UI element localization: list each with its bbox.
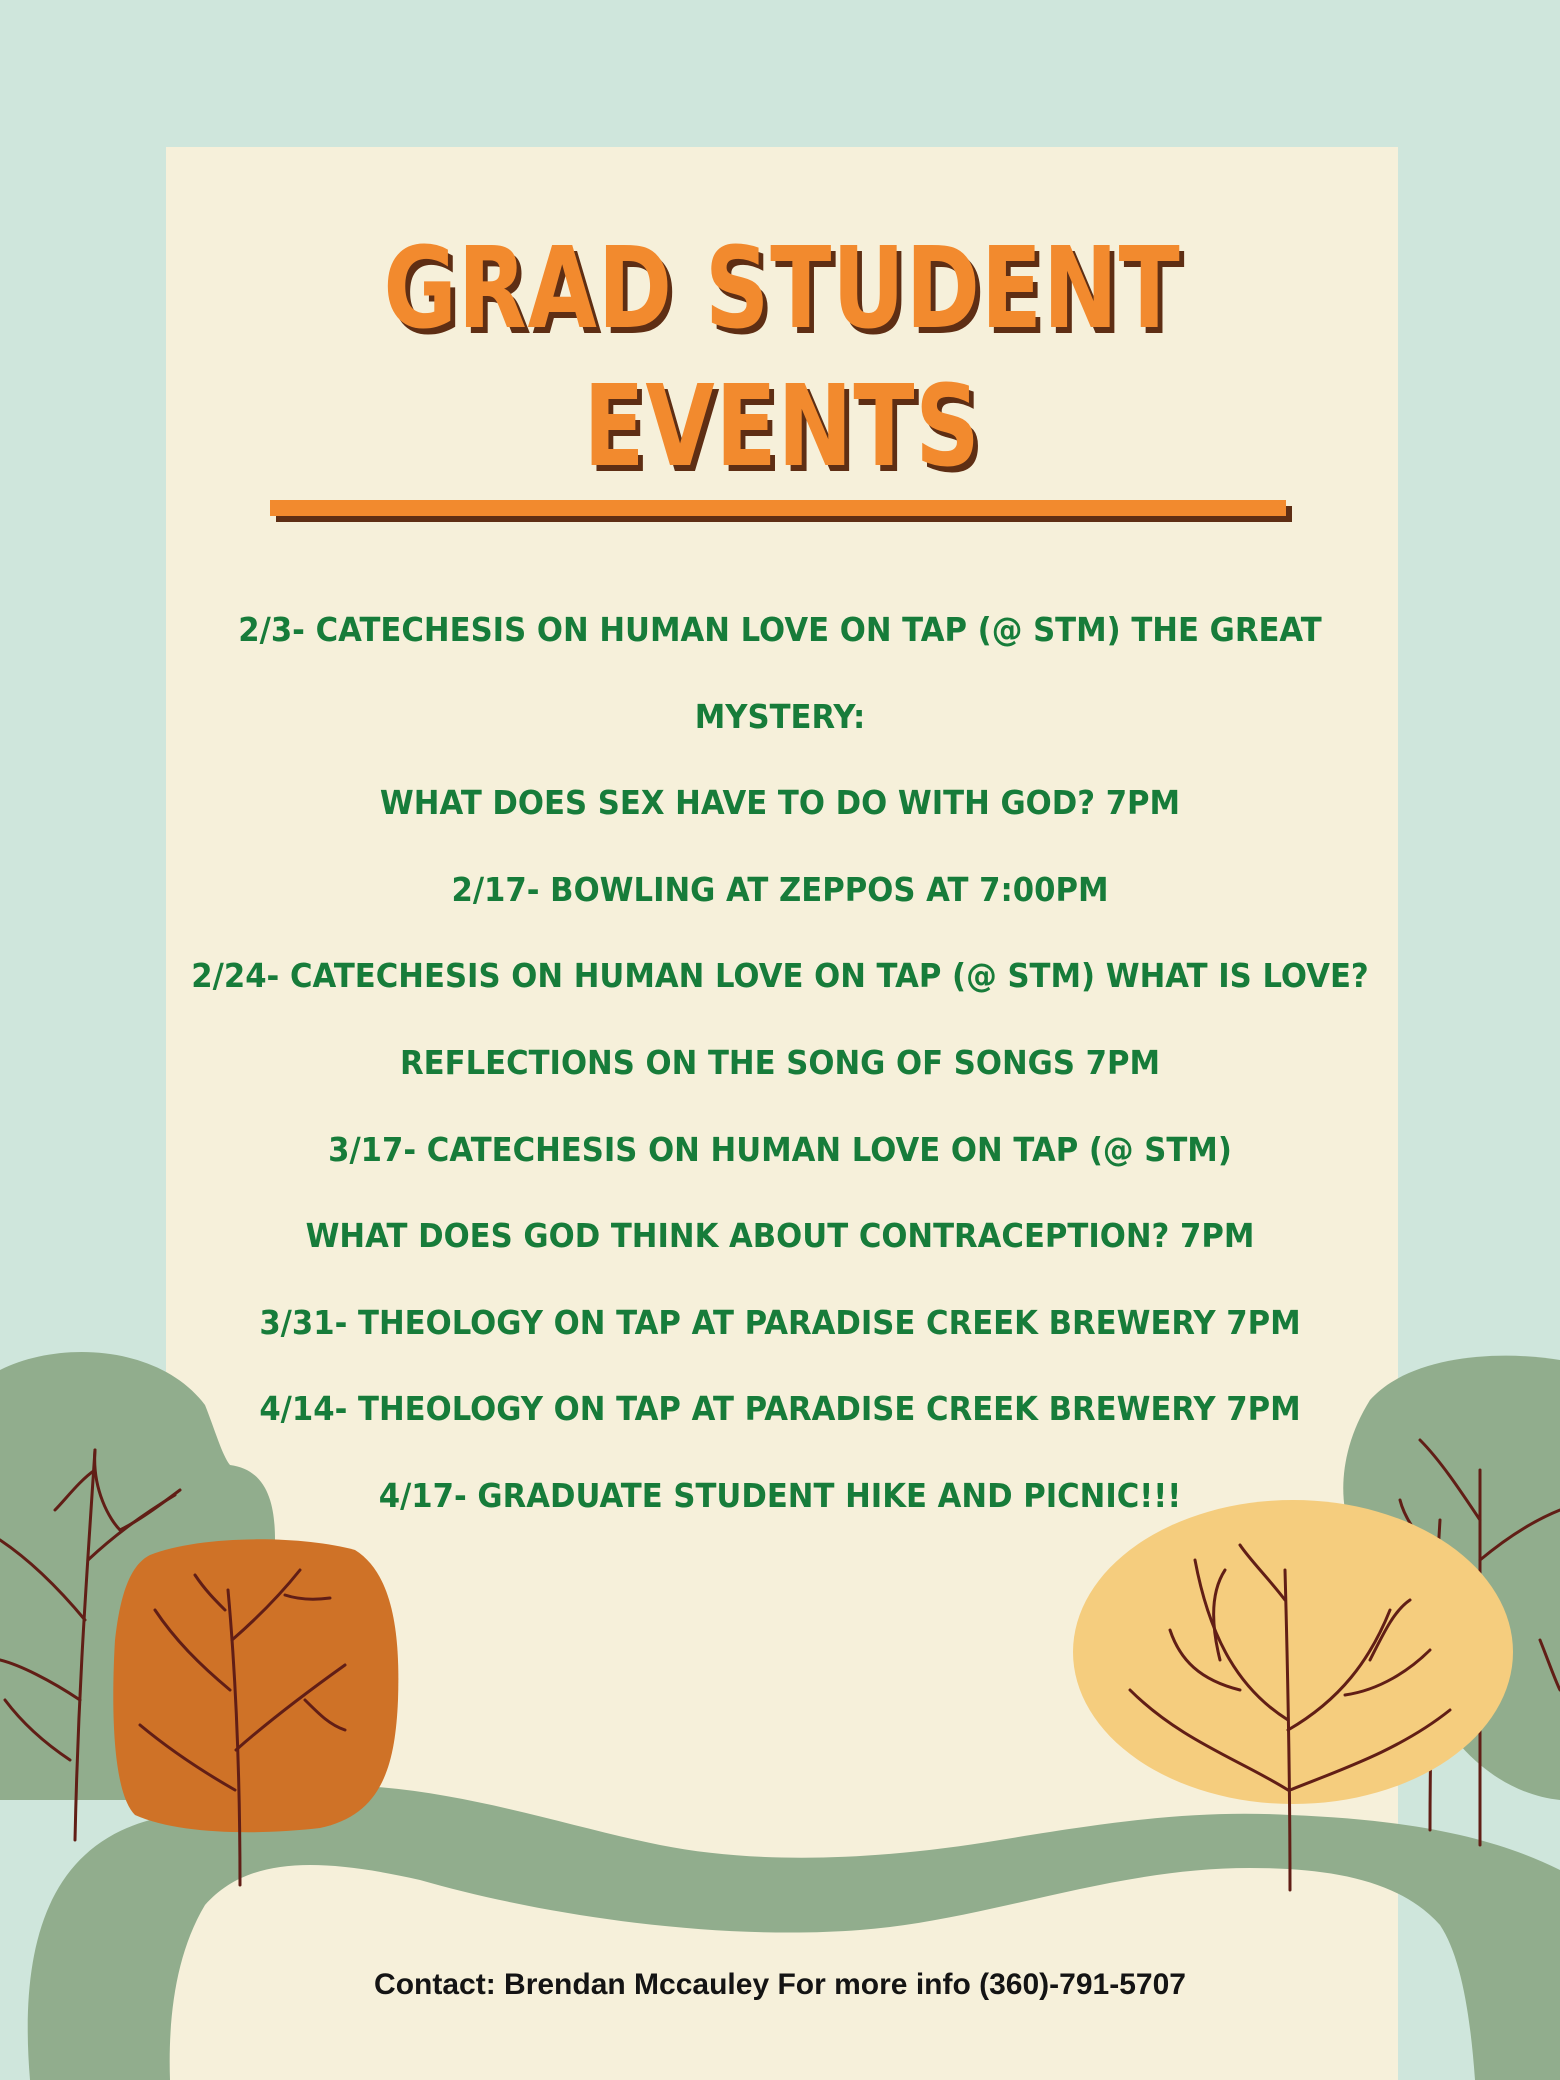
event-line: 2/24- CATECHESIS ON HUMAN LOVE ON TAP (@ STM) WHAT IS LOVE? <box>191 956 1369 996</box>
event-line: 2/3- CATECHESIS ON HUMAN LOVE ON TAP (@ STM) THE GREAT <box>238 610 1322 649</box>
contact-info: Contact: Brendan Mccauley For more info (360)-791-5707 <box>374 1968 1186 2001</box>
event-line: WHAT DOES GOD THINK ABOUT CONTRACEPTION? 7PM <box>305 1216 1255 1256</box>
title-block <box>166 220 1398 496</box>
event-line: 3/31- THEOLOGY ON TAP AT PARADISE CREEK BREWERY 7PM <box>259 1302 1301 1342</box>
events-list <box>140 587 1420 1540</box>
event-line: REFLECTIONS ON THE SONG OF SONGS 7PM <box>400 1042 1160 1082</box>
event-line: 4/17- GRADUATE STUDENT HIKE AND PICNIC!!! <box>378 1475 1182 1515</box>
title-line-2: EVENTS <box>583 362 981 492</box>
title-line-1: GRAD STUDENT <box>383 224 1181 354</box>
event-line: 2/17- BOWLING AT ZEPPOS AT 7:00PM <box>451 869 1109 909</box>
title-underline <box>270 500 1286 516</box>
event-line: WHAT DOES SEX HAVE TO DO WITH GOD? 7PM <box>379 783 1181 823</box>
event-line: 4/14- THEOLOGY ON TAP AT PARADISE CREEK BREWERY 7PM <box>259 1389 1301 1429</box>
event-line: MYSTERY: <box>694 696 866 736</box>
event-line: 3/17- CATECHESIS ON HUMAN LOVE ON TAP (@ STM) <box>328 1129 1232 1169</box>
